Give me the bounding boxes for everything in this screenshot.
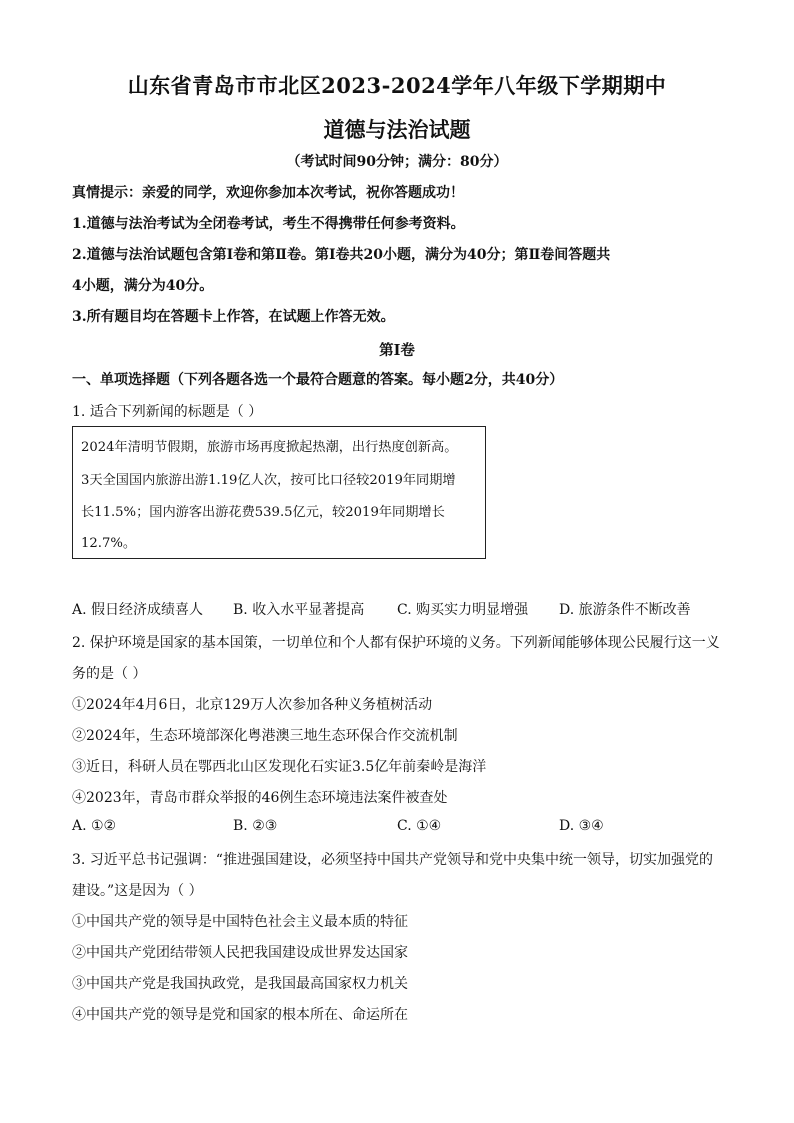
- notice-item-1: 1.道德与法治考试为全闭卷考试，考生不得携带任何参考资料。: [72, 216, 465, 232]
- material-line: 3天全国国内旅游出游1.19亿人次，按可比口径较2019年同期增: [81, 473, 456, 488]
- question-3-stem-line-2: 建设。”这是因为（ ）: [72, 883, 203, 899]
- question-2-stem-line-2: 务的是（ ）: [72, 666, 147, 682]
- material-line: 2024年清明节假期，旅游市场再度掀起热潮，出行热度创新高。: [81, 440, 458, 455]
- question-2-item: ③近日，科研人员在鄂西北山区发现化石实证3.5亿年前秦岭是海洋: [72, 759, 487, 775]
- question-2-item: ④2023年，青岛市群众举报的46例生态环境违法案件被查处: [72, 790, 448, 806]
- question-2-option-c[interactable]: C. ①④: [397, 818, 442, 834]
- question-2-option-b[interactable]: B. ②③: [233, 818, 278, 834]
- question-1-option-d[interactable]: D. 旅游条件不断改善: [559, 602, 691, 618]
- section-heading: 一、单项选择题（下列各题各选一个最符合题意的答案。每小题2分，共40分）: [72, 372, 564, 388]
- notice-item-3: 3.所有题目均在答题卡上作答，在试题上作答无效。: [72, 309, 395, 325]
- question-2-item: ②2024年，生态环境部深化粤港澳三地生态环保合作交流机制: [72, 728, 458, 744]
- exam-title: 山东省青岛市市北区2023-2024学年八年级下学期期中: [127, 73, 667, 98]
- question-2-item: ①2024年4月6日，北京129万人次参加各种义务植树活动: [72, 697, 433, 713]
- exam-info: （考试时间90分钟；满分：80分）: [286, 154, 508, 170]
- question-2-option-d[interactable]: D. ③④: [559, 818, 604, 834]
- question-1-option-c[interactable]: C. 购买实力明显增强: [397, 602, 529, 618]
- question-3-item: ④中国共产党的领导是党和国家的根本所在、命运所在: [72, 1007, 408, 1023]
- subject-title: 道德与法治试题: [323, 117, 471, 142]
- question-3-item: ①中国共产党的领导是中国特色社会主义最本质的特征: [72, 914, 408, 930]
- question-2-option-a[interactable]: A. ①②: [72, 818, 117, 834]
- question-3-item: ②中国共产党团结带领人民把我国建设成世界发达国家: [72, 945, 408, 961]
- question-3-stem-line-1: 3. 习近平总书记强调：“推进强国建设，必须坚持中国共产党领导和党中央集中统一领导，切实加强党的: [72, 852, 713, 868]
- question-1-material-box: [72, 426, 486, 559]
- material-line: 12.7%。: [81, 536, 137, 551]
- question-1-option-b[interactable]: B. 收入水平显著提高: [233, 602, 365, 618]
- question-1-option-a[interactable]: A. 假日经济成绩喜人: [72, 602, 204, 618]
- material-line: 长11.5%；国内游客出游花费539.5亿元，较2019年同期增长: [81, 505, 445, 520]
- notice-item-2-line-2: 4小题，满分为40分。: [72, 278, 214, 294]
- question-3-item: ③中国共产党是我国执政党，是我国最高国家权力机关: [72, 976, 408, 992]
- notice-greeting: 真情提示：亲爱的同学，欢迎你参加本次考试，祝你答题成功！: [72, 185, 464, 201]
- question-1-stem: 1. 适合下列新闻的标题是（ ）: [72, 404, 263, 420]
- part-label: 第Ⅰ卷: [379, 342, 415, 359]
- notice-item-2-line-1: 2.道德与法治试题包含第Ⅰ卷和第Ⅱ卷。第Ⅰ卷共20小题，满分为40分；第Ⅱ卷间答题共: [72, 247, 611, 263]
- question-2-stem-line-1: 2. 保护环境是国家的基本国策，一切单位和个人都有保护环境的义务。下列新闻能够体现公民履行这一义: [72, 635, 720, 651]
